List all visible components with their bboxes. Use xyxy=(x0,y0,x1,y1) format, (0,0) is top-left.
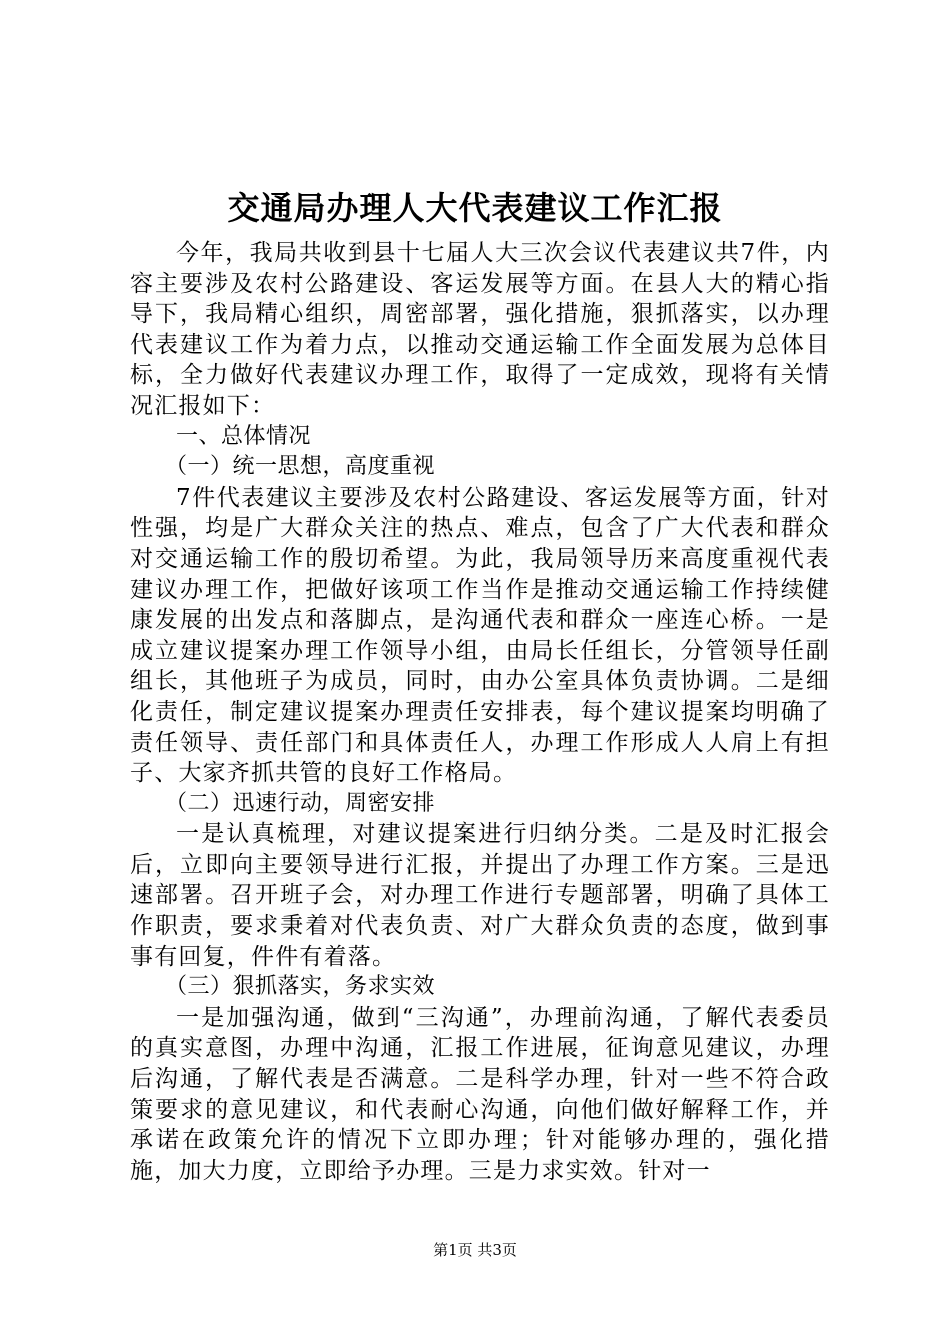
subsection-paragraph-1: 7件代表建议主要涉及农村公路建设、客运发展等方面，针对性强，均是广大群众关注的热点、难点，包含了广大代表和群众对交通运输工作的殷切希望。为此，我局领导历来高度重视代表建议办理工作，把做好该项工作当作是推动交通运输工作持续健康发展的出发点和落脚点，是沟通代表和群众一座连心桥。一是成立建议提案办理工作领导小组，由局长任组长，分管领导任副组长，其他班子为成员，同时，由办公室具体负责协调。二是细化责任，制定建议提案办理责任安排表，每个建议提案均明确了责任领导、责任部门和具体责任人，办理工作形成人人肩上有担子、大家齐抓共管的良好工作格局。 xyxy=(130,484,830,787)
subsection-paragraph-2: 一是认真梳理，对建议提案进行归纳分类。二是及时汇报会后，立即向主要领导进行汇报，并提出了办理工作方案。三是迅速部署。召开班子会，对办理工作进行专题部署，明确了具体工作职责，要求秉着对代表负责、对广大群众负责的态度，做到事事有回复，件件有着落。 xyxy=(130,821,830,970)
subsection-heading-1: （一）统一思想，高度重视 xyxy=(165,454,436,480)
subsection-heading-3: （三）狠抓落实，务求实效 xyxy=(165,974,436,1000)
page-number-footer: 第1页 共3页 xyxy=(433,1241,517,1259)
subsection-paragraph-3: 一是加强沟通，做到“三沟通”，办理前沟通，了解代表委员的真实意图，办理中沟通，汇报工作进展，征询意见建议，办理后沟通，了解代表是否满意。二是科学办理，针对一些不符合政策要求的意见建议，和代表耐心沟通，向他们做好解释工作，并承诺在政策允许的情况下立即办理；针对能够办理的，强化措施，加大力度，立即给予办理。三是力求实效。针对一 xyxy=(130,1004,830,1184)
subsection-heading-2: （二）迅速行动，周密安排 xyxy=(165,790,436,816)
intro-paragraph: 今年，我局共收到县十七届人大三次会议代表建议共7件，内容主要涉及农村公路建设、客运发展等方面。在县人大的精心指导下，我局精心组织，周密部署，强化措施，狠抓落实，以办理代表建议工作为着力点，以推动交通运输工作全面发展为总体目标，全力做好代表建议办理工作，取得了一定成效，现将有关情况汇报如下： xyxy=(130,240,830,419)
section-heading-overview: 一、总体情况 xyxy=(176,423,312,449)
document-title: 交通局办理人大代表建议工作汇报 xyxy=(227,189,723,227)
document-body xyxy=(130,238,830,1186)
